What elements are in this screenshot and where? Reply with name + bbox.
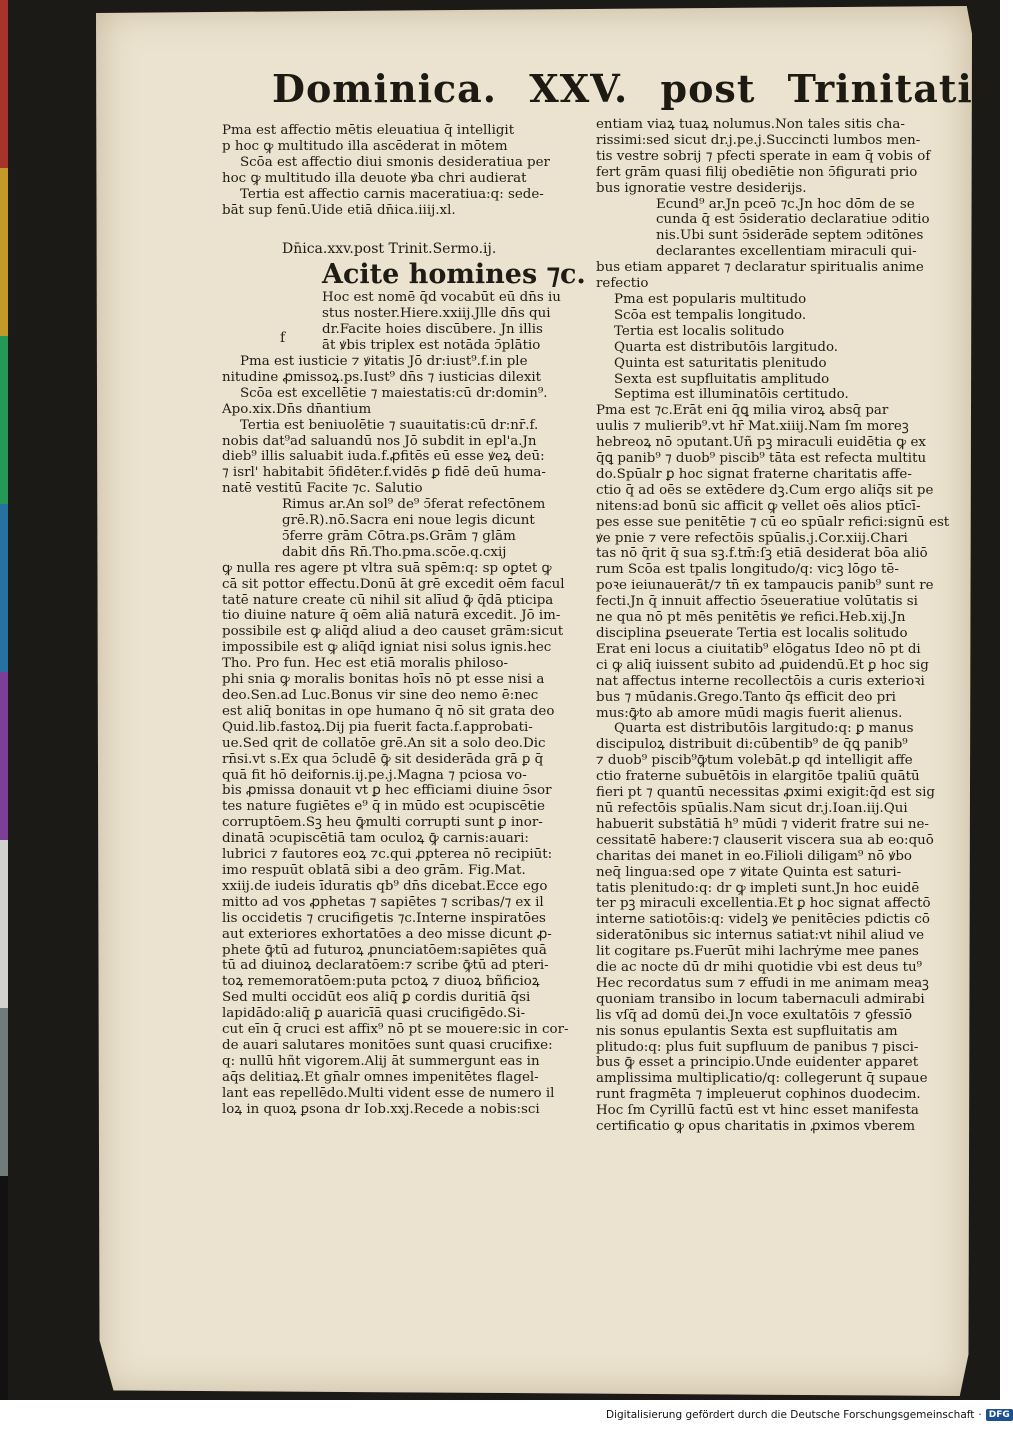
text-line: ꝟe pnie ⁊ vere refectōis spūalis.j.Cor.xiij.Chari [596,530,908,546]
text-line: aut exteriores exhortatōes a deo misse dicunt ꝓ- [222,926,552,942]
text-line: impossibile est ꝙ aliq̄d igniat nisi solus ignis.hec [222,640,552,656]
text-line: nitens:ad bonū sic afficit ꝙ vellet oēs alios ptīcī- [596,498,921,514]
text-line: Scōa est tempalis longitudo. [614,307,807,323]
text-line: dinatā ↄcupiscētiā tam oculoꝝ ꝙ̄ carnis:auari: [222,831,529,847]
footer-separator-icon: · [978,1409,982,1421]
text-line: Tertia est affectio carnis maceratiua:q: sede- [240,186,544,202]
text-line: rn̄si.vt s.Ex qua ↄ̄cludē ꝙ̄ sit desiderāda grā ꝑ q̄ [222,751,544,767]
text-line: Rimus ar.An sol⁹ de⁹ ↄ̄ferat refectōnem [282,497,546,513]
text-line: rum Scōa est tpalis longitudo/q: vicꝫ lōgo tē- [596,562,899,578]
text-line: nat affectus interne recollectōis a curis exterioꝛi [596,673,925,689]
text-line: lit cogitare ps.Fuerūt mihi lachrẏme mee panes [596,944,919,960]
footer-text: Digitalisierung gefördert durch die Deutsche Forschungsgemeinschaft [606,1409,975,1421]
text-line: neq̄ lingua:sed ope ⁊ ꝟitate Quinta est saturi- [596,864,902,880]
text-line: bus ꝙ̄ esset a principio.Unde euidenter apparet [596,1055,919,1071]
text-line: tatē nature create cū nihil sit alīud ꝙ̄ q̄dā pticipa [222,592,554,608]
text-line: tio diuine nature q̄ oēm aliā naturā excedit. Jō im- [222,608,561,624]
text-line: ter pꝫ miraculi excellentia.Et ꝑ hoc signat affectō [596,896,931,912]
text-line: Septima est illuminatōis certitudo. [614,387,849,403]
text-line: dabit dn̄s Rn̄.Tho.pma.scōe.q.cxij [282,544,507,560]
text-line: hoc ꝙ multitudo illa deuote ꝟba chri audierat [222,170,527,186]
text-line: possibile est ꝙ aliq̄d aliud a deo causet grām:sicut [222,624,564,640]
text-line: q: nullū hñt vigorem.Alij āt summergunt eas in [222,1053,540,1069]
text-line: phete ꝙ̄tū ad futuroꝝ ꝓnunciatōem:sapiētes quā [222,942,547,958]
text-line: tas nō q̄rit q̄ sua sꝫ.f.tm̄:ſꝫ etiā desiderat bōa aliō [596,546,928,562]
marginal-letter: f [280,330,286,346]
text-line: quoniam transibo in locum tabernaculi admirabi [596,991,925,1007]
text-line: āt ꝟbis triplex est notāda ↄ̄plātio [322,338,541,354]
text-line: rissimi:sed sicut dr.j.pe.j.Succincti lumbos men- [596,132,921,148]
text-line: poꝛe ieiunauerāt/⁊ tn̄ ex tampaucis panib⁹ sunt re [596,578,934,594]
text-line: nis.Ubi sunt ↄ̄siderāde septem ↄditōnes [656,228,924,244]
text-line: do.Spūalr ꝑ hoc signat fraterne charitatis affe- [596,466,912,482]
text-line: tatis plenitudo:q: dr ꝙ impleti sunt.Jn hoc euidē [596,880,920,896]
text-line: fert grām quasi filij obediētie non ↄ̄figurati prio [596,164,918,180]
text-line: disciplina ꝑseuerate Tertia est localis solitudo [596,626,908,641]
text-line: Quinta est saturitatis plenitudo [614,355,827,371]
text-line: cut eīn q̄ cruci est affix⁹ nō pt se mouere:sic in cor- [222,1022,569,1038]
text-line: bis ꝓmissa donauit vt ꝑ hec efficiami diuine ↄ̄sor [222,783,552,799]
text-line: Apo.xix.Dn̄s dn̄antium [222,401,372,417]
text-line: mitto ad vos ꝓphetas ⁊ sapiētes ⁊ scribas/⁊ ex il [222,894,544,910]
text-line: interne satiotōis:q: videlꝫ ꝟe penitēcies pdictis cō [596,912,930,928]
text-line: runt fragmēta ⁊ impleuerut cophinos duodecim. [596,1087,921,1103]
incipit-text: Acite homines ⁊c. [322,259,586,291]
text-line: Tho. Pro fun. Hec est etiā moralis philoso- [222,656,509,672]
text-line: lapidādo:aliq̄ ꝑ auaricīā quasi crucifigēdo.Si- [222,1006,526,1022]
text-line: tis vestre sobrij ⁊ pfecti sperate in eam q̄ vobis of [596,148,931,164]
text-line: natē vestitū Facite ⁊c. Salutio [222,481,423,497]
text-line: quā fit hō deifornis.ij.pe.j.Magna ⁊ pciosa vo- [222,767,527,783]
text-line: deo.Sen.ad Luc.Bonus vir sine deo nemo ē:nec [222,688,539,703]
text-line: lis vſq̄ ad domū dei.Jn voce exultatōis ⁊ ꝯfessīō [596,1007,913,1023]
text-line: Hec recordatus sum ⁊ effudi in me animam meaꝫ [596,975,929,991]
color-calibration-strip [0,0,8,1400]
text-line: corruptōem.Sꝫ heu ꝙ̄multi corrupti sunt ꝑ inor- [222,815,543,831]
text-line: ue.Sed qrit de collatōe grē.An sit a solo deo.Dic [222,735,546,751]
sermon-heading: Dn̄ica.xxv.post Trinit.Sermo.ij. [282,241,497,258]
text-line: fieri pt ⁊ quantū necessitas ꝓximi exigit:q̄d est sig [596,785,935,801]
running-header [272,66,996,116]
right-text-column [596,117,954,1135]
text-line: refectio [596,276,649,292]
text-line: lant eas repellēdo.Multi vident esse de numero il [222,1085,555,1101]
text-line: dieb⁹ illis saluabit iuda.f.ꝓfitēs eū esse ꝟeꝝ deū: [222,449,545,465]
text-line: cessitatē habere:⁊ clauserit viscera sua ab eo:quō [596,832,934,848]
text-line: de auari salutares monitōes sunt quasi crucifixe: [222,1037,553,1053]
text-line: nobis dat⁹ad saluandū nos Jō subdit in epl'a.Jn [222,433,537,449]
text-line: Quid.lib.fastoꝝ.Dij pia fuerit facta.f.approbati- [222,719,533,735]
text-line: stus noster.Hiere.xxiij.Jlle dn̄s qui [322,306,551,322]
text-line: tū ad diuinoꝝ declaratōem:⁊ scribe ꝙ̄tū ad pteri- [222,958,549,974]
text-line: Tertia est beniuolētie ⁊ suauitatis:cū dr:nr̄.f. [240,417,539,433]
text-line: tes nature fugiētes e⁹ q̄ in mūdo est ↄcupiscētie [222,799,545,815]
text-line: ctio q̄ ad oēs se extēdere dꝫ.Cum ergo aliq̄s sit pe [596,482,934,498]
text-line: ne qua nō pt mēs penitētis ꝟe refici.Heb.xij.Jn [596,610,906,626]
text-line: cunda q̄ est ↄ̄sideratio declaratiue ↄditio [656,212,930,228]
text-line: amplissima multiplicatio/q: collegerunt q̄ supaue [596,1071,928,1087]
text-line: bus ⁊ mūdanis.Grego.Tanto q̄s efficit deo pri [596,689,896,705]
header-word: post [660,66,756,111]
text-line: sideratōnibus sic internus satiat:vt nihil aliud ve [596,928,925,944]
left-text-column [222,123,588,1117]
text-line: ꝙ nulla res agere pt vltra suā spēm:q: sp oꝑtet ꝙ [222,560,552,576]
header-word: Dominica. [272,66,497,111]
text-line: nis sonus epulantis Sexta est supfluitatis am [596,1023,898,1039]
text-line: Tertia est localis solitudo [614,323,785,339]
text-line: habuerit substātiā h⁹ mūdi ⁊ viderit fratre sui ne- [596,816,929,832]
text-line: die ac nocte dū dr mihi quotidie vbi est deus tu⁹ [596,960,923,976]
text-line: lis occidetis ⁊ crucifigetis ⁊c.Interne inspiratōes [222,910,546,926]
text-line: imo respuūt oblatā sibi a deo grām. Fig.Mat. [222,862,526,878]
text-line: phi snia ꝙ moralis bonitas hoīs nō pt esse nisi a [222,672,545,688]
text-line: fecti.Jn q̄ innuit affectio ↄ̄seueratiue volūtatis si [596,594,918,610]
text-line: plitudo:q: plus fuit supfluum de panibus ⁊ pisci- [596,1039,919,1055]
text-line: dr.Facite hoies discūbere. Jn illis [322,322,543,338]
text-line: pes esse sue penitētie ⁊ cū eo spūalr refici:signū est [596,514,950,530]
text-line: Sexta est supfluitatis amplitudo [614,371,830,387]
header-word: Trinitatis [787,66,996,111]
text-line: ci ꝙ aliq̄ iuissent subito ad ꝓuidendū.Et ꝑ hoc sig [596,657,929,673]
text-line: Pma est iusticie ⁊ ꝟitatis Jō dr:iust⁹.f.in ple [240,353,528,369]
text-line: Erat eni locus a ciuitatib⁹ elōgatus Ideo nō pt di [596,641,921,657]
text-line: declarantes excellentiam miraculi qui- [656,244,917,260]
text-line: Pma est affectio mētis eleuatiua q̄ intelligit [222,123,515,138]
text-line: ⁊ isrl' habitabit ↄ̄fidēter.f.vidēs ꝑ fidē deū huma- [222,465,546,481]
line-gap [222,218,588,242]
text-line: Pma est ⁊c.Erāt eni q̄ꝗ milia viroꝝ absq̄ par [596,403,889,419]
text-line: p hoc ꝙ multitudo illa ascēderat in mōtem [222,138,508,154]
text-line: bus ignoratie vestre desiderijs. [596,180,807,196]
text-line: ctio fraterne subuētōis in elargitōe tpaliū quātū [596,769,920,785]
text-line: ↄ̄ferre grām Cōtra.ps.Grām ⁊ glām [282,528,516,544]
text-line: charitas dei manet in eo.Filioli diligam⁹ nō ꝟbo [596,848,912,864]
text-line: Sed multi occidūt eos aliq̄ ꝑ cordis duritiā q̄si [222,990,531,1006]
text-line: hebreoꝝ nō ↄputant.Uñ pꝫ miraculi euidētia ꝙ ex [596,435,926,451]
text-line: nitudine ꝓmissoꝝ.ps.Iust⁹ dn̄s ⁊ iusticias dilexit [222,369,542,385]
text-line: ⁊ duob⁹ piscib⁹ꝙ̄tum volebāt.ꝑ qd intelligit affe [596,753,913,769]
text-line: Hoc est nomē q̄d vocabūt eū dn̄s iu [322,290,561,306]
text-line: Pma est popularis multitudo [614,291,807,307]
text-line: cā sit pottor effectu.Donū āt grē excedit oēm facul [222,576,565,592]
text-line: grē.R).nō.Sacra eni noue legis dicunt [282,513,535,529]
text-line: discipuloꝝ distribuit di:cūbentib⁹ de q̄ꝗ panib⁹ [596,737,908,753]
text-line: mus:ꝙ̄to ab amore mūdi magis fuerit alienus. [596,705,903,721]
text-line: lubrici ⁊ fautores eoꝝ ⁊c.qui ꝓpterea nō recipiūt: [222,847,553,863]
footer-credit [606,1406,1010,1424]
text-line: Hoc ſm Cyrillū factū est vt hinc esset manifesta [596,1103,919,1119]
text-line: q̄ꝗ panib⁹ ⁊ duob⁹ piscib⁹ tāta est refecta multitu [596,451,927,467]
text-line: uulis ⁊ mulierib⁹.vt hr̄ Mat.xiiij.Nam ſm moreꝫ [596,419,909,435]
text-line: loꝝ in quoꝝ ꝑsona dr Iob.xxj.Recede a nobis:sci [222,1101,540,1117]
text-line: entiam viaꝝ tuaꝝ nolumus.Non tales sitis cha- [596,117,905,132]
text-line: nū refectōis spūalis.Nam sicut dr.j.Ioan.iij.Qui [596,800,908,816]
text-line: certificatio ꝙ opus charitatis in ꝓximos vberem [596,1119,916,1135]
text-line: Quarta est distributōis largitudo:q: ꝑ manus [614,721,914,737]
text-line: Quarta est distributōis largitudo. [614,339,839,355]
text-line: bāt sup fenū.Uide etiā dn̄ica.iiij.xl. [222,202,456,218]
text-line: Scōa est excellētie ⁊ maiestatis:cū dr:domin⁹. [240,385,548,401]
text-line: est aliq̄ bonitas in ope humano q̄ nō sit grata deo [222,703,555,719]
text-line: toꝝ rememoratōem:puta pctoꝝ ⁊ diuoꝝ bñficioꝝ [222,974,540,990]
text-line: bus etiam apparet ⁊ declaratur spiritualis anime [596,260,924,276]
header-word: XXV. [529,66,629,111]
dfg-logo-icon: DFG [986,1409,1013,1421]
text-line: Scōa est affectio diui smonis desideratiua per [240,154,550,170]
text-line: Ecund⁹ ar.Jn pceō ⁊c.Jn hoc dōm de se [656,196,915,212]
text-line: aq̄s delitiaꝝ.Et gn̄alr omnes impenitētes flagel- [222,1069,539,1085]
text-line: xxiij.de iudeis īduratis qb⁹ dn̄s dicebat.Ecce ego [222,878,548,894]
